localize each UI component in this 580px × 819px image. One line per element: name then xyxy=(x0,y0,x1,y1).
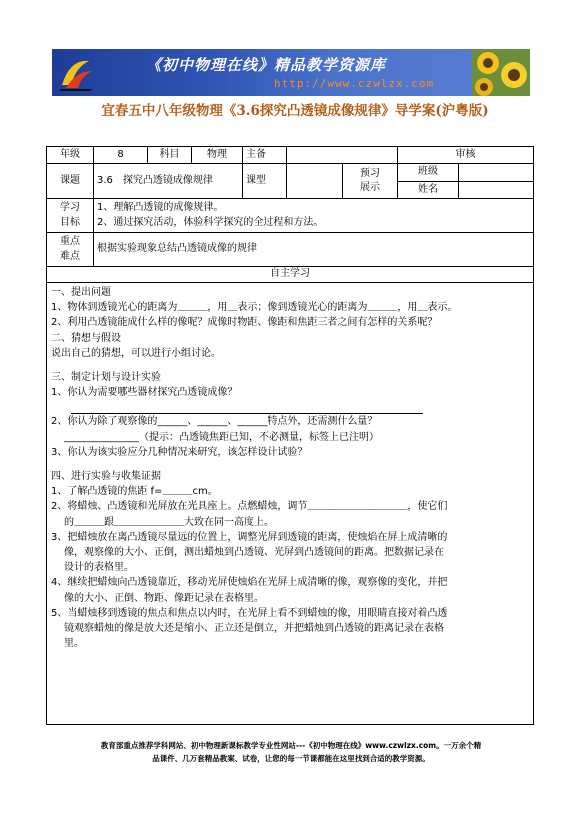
section-4-line-11: 里。 xyxy=(64,638,84,650)
key-label xyxy=(47,233,94,267)
section-1-line-1: 1、物体到透镜光心的距离为＿＿＿，用＿表示；像到透镜光心的距离为＿＿＿，用＿表示。 xyxy=(51,302,458,314)
section-4-line-9: 5、当蜡烛移到透镜的焦点和焦点以内时，在光屏上看不到蜡烛的像，用眼睛直接对着凸透 xyxy=(51,607,448,619)
footer xyxy=(48,739,534,765)
goal-item-1: 1、理解凸透镜的成像规律。 xyxy=(97,202,224,213)
section-4-line-6: 设计的表格里。 xyxy=(64,562,134,574)
section-4-line-3: 的＿＿＿跟＿＿＿＿＿＿＿大致在同一高度上。 xyxy=(64,516,274,528)
section-4-line-5: 像，观察像的大小、正倒，测出蜡烛到凸透镜、光屏到凸透镜间的距离。把数据记录在 xyxy=(64,547,444,559)
banner xyxy=(52,49,530,96)
section-2-line-1: 说出自己的猜想，可以进行小组讨论。 xyxy=(51,347,221,359)
goals-label-line1: 学习 xyxy=(60,202,80,213)
name-label: 姓名 xyxy=(418,183,438,195)
section-3-line-4: 3、你认为该实验应分几种情况来研究，该怎样设计试验？ xyxy=(51,446,308,458)
type-value xyxy=(287,164,343,199)
page-title: 宜春五中八年级物理《3.6探究凸透镜成像规律》导学案(沪粤版) xyxy=(101,103,489,119)
footer-line-1: 教育部重点推荐学科网站、初中物理新课标教学专业性网站---《初中物理在线》www.czwlzx.com。一万余个精 xyxy=(100,741,482,750)
section-4-line-1: 1、了解凸透镜的焦距 f=＿＿＿cm。 xyxy=(51,486,218,498)
editor-value xyxy=(287,147,398,164)
class-field[interactable] xyxy=(459,164,534,181)
class-name-cell xyxy=(398,164,534,199)
section-4-line-8: 像的大小、正倒、物距、像距记录在表格里。 xyxy=(64,592,264,604)
banner-url[interactable]: http://www.czwlzx.com xyxy=(274,77,435,90)
topic-label: 课题 xyxy=(47,164,94,199)
section-4-line-10: 镜观察蜡烛的像是放大还是缩小、正立还是倒立，并把蜡烛到凸透镜的距离记录在表格 xyxy=(64,623,444,635)
subject-label: 科目 xyxy=(148,147,192,164)
section-4-title: 四、进行实验与收集证据 xyxy=(51,471,161,483)
topic-value: 3.6 探究凸透镜成像规律 xyxy=(94,164,243,199)
name-field[interactable] xyxy=(459,181,534,198)
section-3-line-1: 1、你认为需要哪些器材探究凸透镜成像？ xyxy=(51,387,238,399)
site-logo-icon xyxy=(56,55,96,92)
subject-value: 物理 xyxy=(192,147,243,164)
section-4-line-2: 2、将蜡烛、凸透镜和光屏放在光具座上。点燃蜡烛，调节＿＿＿＿＿＿＿＿＿＿，使它们 xyxy=(51,501,448,513)
goal-item-2: 2、通过探究活动，体验科学探究的全过程和方法。 xyxy=(97,216,324,228)
goals-label-line2: 目标 xyxy=(60,216,80,228)
lesson-table xyxy=(46,146,534,725)
key-content: 根据实验现象总结凸透镜成像的规律 xyxy=(94,233,534,267)
goals-label xyxy=(47,199,94,233)
section-3-line-3: _______________（提示：凸透镜焦距已知，不必测量，标签上已注明） xyxy=(64,431,379,443)
preview-label-line2: 展示 xyxy=(360,182,380,193)
section-1-title: 一、提出问题 xyxy=(51,287,111,298)
grade-label: 年级 xyxy=(47,147,94,164)
answer-line[interactable] xyxy=(71,400,423,414)
self-study-content xyxy=(47,283,534,725)
goals-content xyxy=(94,199,534,233)
section-4-line-4: 3、把蜡烛放在离凸透镜尽量远的位置上，调整光屏到透镜的距离，使烛焰在屏上成清晰的 xyxy=(51,531,448,543)
section-1-line-2: 2、利用凸透镜能成什么样的像呢？成像时物距、像距和焦距三者之间有怎样的关系呢？ xyxy=(51,317,438,329)
type-label: 课型 xyxy=(243,164,287,199)
banner-title: 《初中物理在线》精品教学资源库 xyxy=(146,56,387,74)
review-label: 审核 xyxy=(398,147,534,164)
preview-label xyxy=(343,164,398,199)
section-4-line-7: 4、继续把蜡烛向凸透镜靠近，移动光屏使烛焰在光屏上成清晰的像，观察像的变化，并把 xyxy=(51,577,448,589)
class-label: 班级 xyxy=(398,164,459,181)
section-2-title: 二、猜想与假设 xyxy=(51,332,121,344)
footer-line-2: 品课件、几万套精品教案、试卷，让您的每一节课都能在这里找到合适的教学资源。 xyxy=(152,754,430,763)
editor-label: 主备 xyxy=(243,147,287,164)
grade-value: 8 xyxy=(94,147,148,164)
section-3-title: 三、制定计划与设计实验 xyxy=(51,372,161,384)
key-label-line1: 重点 xyxy=(60,236,80,247)
section-3-line-2: 2、你认为除了观察像的______、______、______特点外，还需测什么量？ xyxy=(51,416,378,428)
section-header: 自主学习 xyxy=(47,267,534,283)
preview-label-line1: 预习 xyxy=(360,167,380,179)
key-label-line2: 难点 xyxy=(60,250,80,262)
sunflower-image xyxy=(472,49,530,96)
